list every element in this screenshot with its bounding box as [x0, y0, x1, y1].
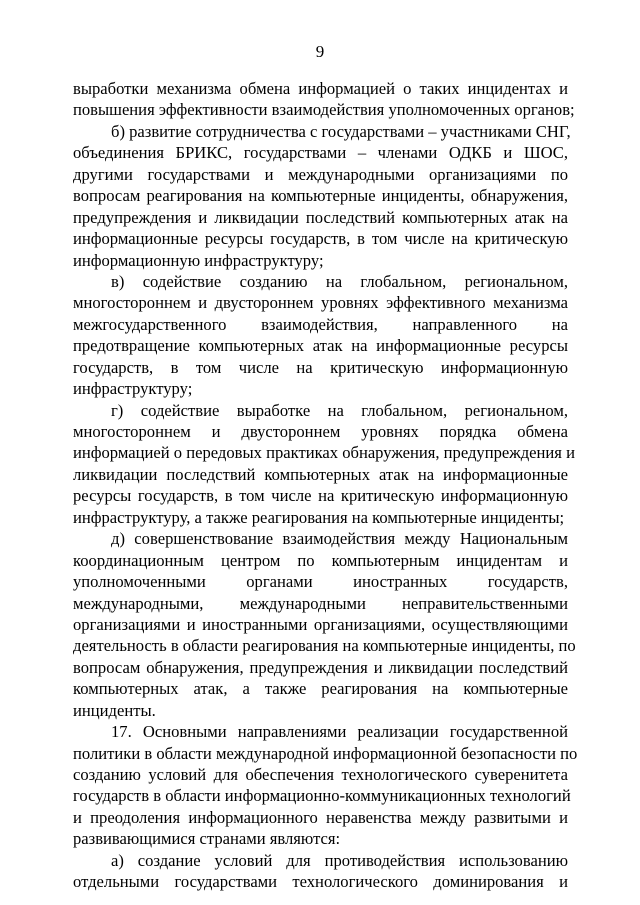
paragraph [73, 78, 575, 121]
paragraph [73, 121, 571, 271]
text-line: ресурсы государств, в том числе на критическую информационную [73, 486, 568, 506]
text-line: государств в области информационно-коммуникационных технологий [73, 786, 571, 806]
paragraph [73, 850, 568, 893]
text-line: многостороннем и двустороннем уровнях эффективного механизма [73, 293, 568, 313]
text-line: международными, международными неправительственными [73, 593, 568, 613]
text-line: в) содействие созданию на глобальном, региональном, [111, 271, 568, 291]
page-number: 9 [315, 42, 325, 61]
text-line: 17. Основными направлениями реализации государственной [111, 722, 568, 742]
paragraph [73, 271, 568, 400]
text-line: межгосударственного взаимодействия, направленного на [73, 314, 568, 334]
text-line: другими государствами и международными организациями по [73, 164, 568, 184]
text-line: повышения эффективности взаимодействия уполномоченных органов; [73, 100, 575, 120]
text-line: государств, в том числе на критическую информационную [73, 357, 568, 377]
text-line: отдельными государствами технологического доминирования и [73, 872, 568, 892]
text-line: ликвидации последствий компьютерных атак на информационные [73, 464, 568, 484]
paragraph [73, 400, 575, 529]
text-line: политики в области международной информационной безопасности по [73, 743, 578, 763]
text-line: развивающимися странами являются: [73, 829, 341, 849]
text-line: предупреждения и ликвидации последствий компьютерных атак на [73, 207, 568, 227]
text-line: инфраструктуру, а также реагирования на компьютерные инциденты; [73, 507, 565, 527]
paragraph [73, 528, 576, 721]
text-line: компьютерных атак, а также реагирования на компьютерные [73, 679, 568, 699]
text-line: выработки механизма обмена информацией о таких инцидентах и [73, 79, 568, 98]
text-line: вопросам реагирования на компьютерные инциденты, обнаружения, [73, 186, 568, 206]
text-line: д) совершенствование взаимодействия между Национальным [111, 529, 568, 549]
text-line: инфраструктуру; [73, 379, 193, 399]
text-line: и преодоления информационного неравенства между развитыми и [73, 807, 568, 827]
text-line: г) содействие выработке на глобальном, региональном, [111, 400, 568, 420]
text-line: а) создание условий для противодействия использованию [111, 850, 568, 870]
text-line: деятельность в области реагирования на компьютерные инциденты, по [73, 636, 576, 656]
text-line: б) развитие сотрудничества с государствами – участниками СНГ, [111, 121, 571, 141]
text-line: предотвращение компьютерных атак на информационные ресурсы [73, 336, 568, 356]
text-line: информационные ресурсы государств, в том числе на критическую [73, 229, 568, 249]
text-line: вопросам обнаружения, предупреждения и ликвидации последствий [73, 657, 568, 677]
text-line: объединения БРИКС, государствами – членами ОДКБ и ШОС, [73, 143, 568, 163]
document-body [73, 78, 578, 893]
text-line: уполномоченными органами иностранных государств, [73, 572, 568, 592]
text-line: координационным центром по компьютерным инцидентам и [73, 550, 568, 570]
text-line: информацией о передовых практиках обнаружения, предупреждения и [73, 443, 575, 463]
text-line: созданию условий для обеспечения технологического суверенитета [73, 765, 568, 784]
paragraph [73, 721, 578, 850]
text-line: организациями и иностранными организациями, осуществляющими [73, 614, 568, 634]
text-line: многостороннем и двустороннем уровнях порядка обмена [73, 422, 568, 441]
text-line: инциденты. [73, 700, 156, 720]
text-line: информационную инфраструктуру; [73, 250, 324, 270]
